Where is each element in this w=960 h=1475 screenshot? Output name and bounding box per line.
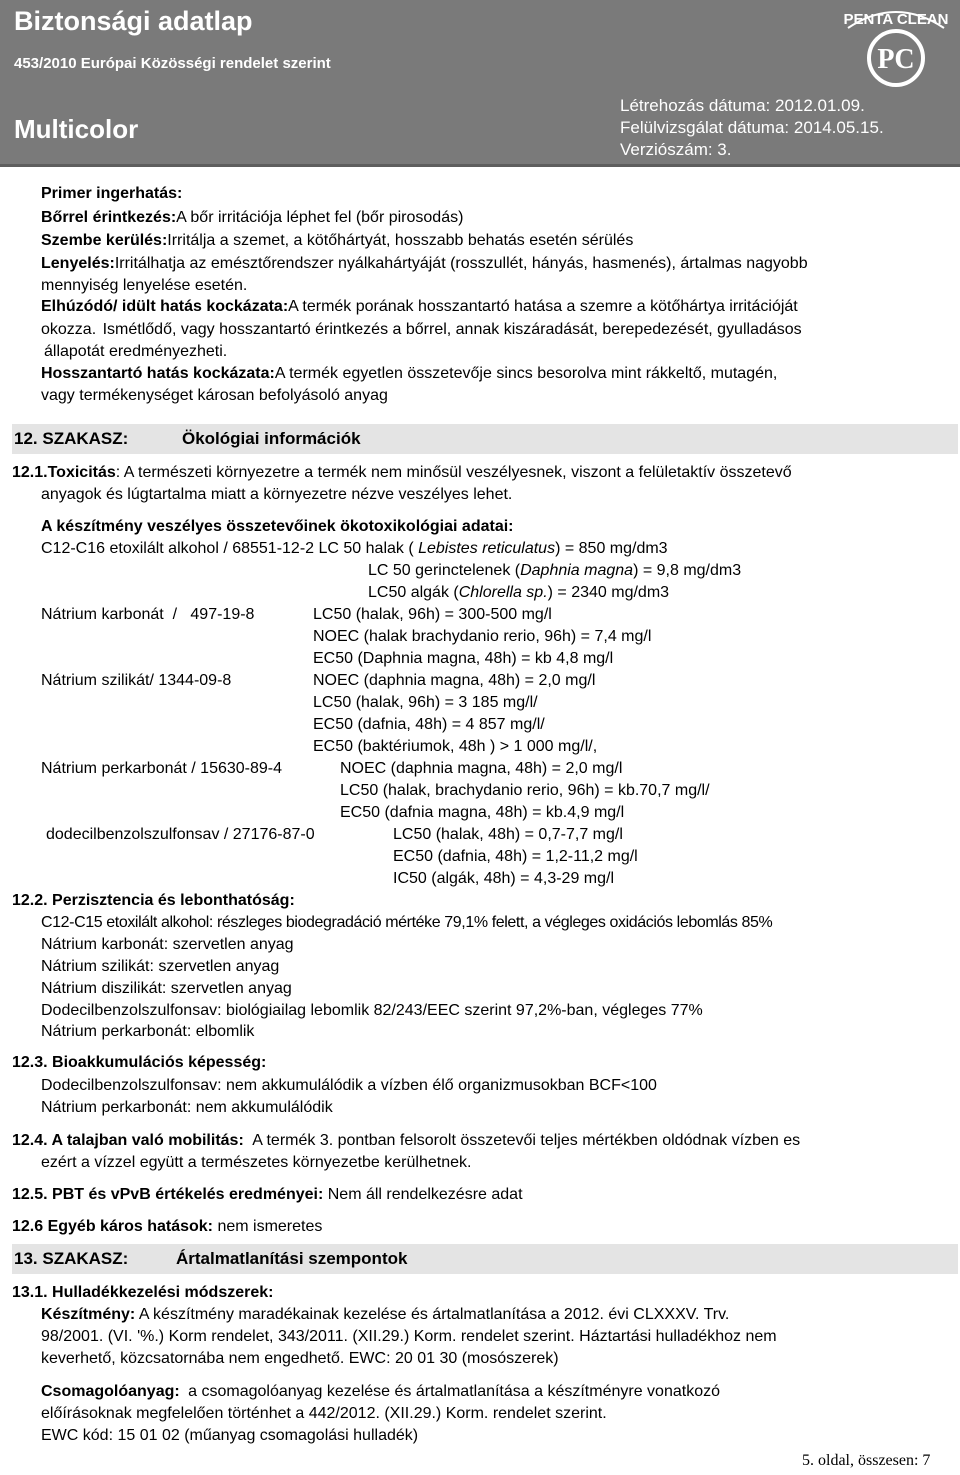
toxicity-line-2: anyagok és lúgtartalma miatt a környezetre nézve veszélyes lehet. (41, 486, 513, 503)
chronic-text-3: Ismétlődő, vagy hosszantartó érintkezés a bőrrel, annak kiszáradását, berepedezését, gyulladásos (102, 321, 802, 338)
document-title: Biztonsági adatlap (14, 6, 253, 36)
packaging-line-2: előírásoknak megfelelően történhet a 442/2012. (XII.29.) Korm. rendelet szerint. (41, 1405, 607, 1422)
sodium-silicate-value-4: EC50 (baktériumok, 48h ) > 1 000 mg/l/, (313, 738, 598, 755)
ingest-text: Irritálhatja az emésztőrendszer nyálkahártyáját (rosszullét, hányás, hasmenés), ártalmas nagyobb (114, 255, 808, 272)
ingest-line (41, 253, 808, 274)
c12-species-3: Chlorella sp. (458, 584, 548, 601)
product-name: Multicolor (14, 114, 139, 144)
packaging-text: a csomagolóanyag kezelése és ártalmatlanítása a készítményre vonatkozó (188, 1383, 720, 1400)
sodium-carbonate-name: Nátrium karbonát / 497-19-8 (41, 606, 255, 623)
sodium-silicate-value-1: NOEC (daphnia magna, 48h) = 2,0 mg/l (313, 672, 596, 689)
revised-date: Felülvizsgálat dátuma: 2014.05.15. (620, 118, 884, 137)
pbt-line (12, 1184, 523, 1205)
sodium-silicate-name: Nátrium szilikát/ 1344-09-8 (41, 672, 232, 689)
other-effects-line (12, 1216, 322, 1237)
chronic-line (41, 296, 798, 317)
waste-heading: 13.1. Hulladékkezelési módszerek: (12, 1284, 274, 1301)
page-number: 5. oldal, összesen: 7 (802, 1452, 931, 1469)
section-13-title: Ártalmatlanítási szempontok (176, 1249, 408, 1268)
long-term-line (41, 363, 777, 384)
c12-species-2: Daphnia magna (520, 562, 634, 579)
c12-species-1: Lebistes reticulatus (418, 540, 556, 557)
packaging-line (41, 1381, 720, 1402)
long-term-label: Hosszantartó hatás kockázata: (41, 365, 275, 382)
c12-line-1 (41, 538, 668, 559)
sodium-silicate-value-3: EC50 (dafnia, 48h) = 4 857 mg/l/ (313, 716, 545, 733)
preparation-text: A készítmény maradékainak kezelése és ártalmatlanítása a 2012. évi CLXXXV. Trv. (138, 1306, 730, 1323)
mobility-line-2: ezért a vízzel együtt a természetes környezetbe kerülhetnek. (41, 1154, 472, 1171)
eye-label: Szembe kerülés: (41, 232, 168, 249)
packaging-label: Csomagolóanyag: (41, 1383, 180, 1400)
toxicity-line (12, 462, 792, 483)
long-term-line-2: vagy termékenységet károsan befolyásoló anyag (41, 387, 388, 404)
persistence-line-4: Nátrium diszilikát: szervetlen anyag (41, 980, 292, 997)
preparation-label: Készítmény: (41, 1306, 136, 1323)
c12-text-2a: LC 50 gerinctelenek ( (368, 562, 521, 579)
pbt-text: Nem áll rendelkezésre adat (327, 1186, 523, 1203)
long-term-text: A termék egyetlen összetevője sincs besorolva mint rákkeltő, mutagén, (274, 365, 778, 382)
c12-line-3 (368, 582, 669, 603)
section-12-title: Ökológiai információk (182, 429, 361, 448)
packaging-line-3: EWC kód: 15 01 02 (műanyag csomagolási hulladék) (41, 1427, 419, 1444)
ecotox-heading: A készítmény veszélyes összetevőinek ökotoxikológiai adatai: (41, 518, 514, 535)
bioaccumulation-heading: 12.3. Bioakkumulációs képesség: (12, 1054, 267, 1071)
chronic-label: Elhúzódó/ idült hatás kockázata: (41, 298, 289, 315)
chronic-text-2: okozza. (41, 321, 97, 338)
sodium-carbonate-value-2: NOEC (halak brachydanio rerio, 96h) = 7,4 mg/l (313, 628, 652, 645)
section-12-number: 12. SZAKASZ: (14, 429, 129, 448)
section-13-bar (12, 1244, 958, 1274)
toxicity-label: Toxicitás (47, 464, 116, 481)
chronic-text: A termék porának hosszantartó hatása a szemre a kötőhártya irritációját (288, 298, 798, 315)
persistence-line-2: Nátrium karbonát: szervetlen anyag (41, 936, 294, 953)
toxicity-text: : A természeti környezetre a termék nem minősül veszélyesnek, viszont a felületaktív összetevő (115, 464, 792, 481)
eye-text: Irritálja a szemet, a kötőhártyát, hosszabb behatás esetén sérülés (167, 232, 634, 249)
preparation-line-2: 98/2001. (VI. '%.) Korm rendelet, 343/2011. (XII.29.) Korm. rendelet szerint. Háztartási hulladékhoz nem (41, 1328, 777, 1345)
persistence-line-6: Nátrium perkarbonát: elbomlik (41, 1023, 255, 1040)
bioaccumulation-line-2: Nátrium perkarbonát: nem akkumulálódik (41, 1099, 333, 1116)
sodium-percarbonate-name: Nátrium perkarbonát / 15630-89-4 (41, 760, 283, 777)
ingest-label: Lenyelés: (41, 255, 115, 272)
chronic-line-3: állapotát eredményezheti. (44, 343, 228, 360)
regulation-subtitle: 453/2010 Európai Közösségi rendelet szerint (14, 55, 331, 72)
other-effects-heading: 12.6 Egyéb káros hatások: (12, 1218, 213, 1235)
ddbs-value-2: EC50 (dafnia, 48h) = 1,2-11,2 mg/l (393, 848, 638, 865)
preparation-line (41, 1304, 729, 1325)
version-number: Verziószám: 3. (620, 140, 732, 159)
other-effects-text: nem ismeretes (217, 1218, 323, 1235)
persistence-line-3: Nátrium szilikát: szervetlen anyag (41, 958, 280, 975)
toxicity-number: 12.1. (12, 464, 48, 481)
chronic-line-2 (41, 319, 802, 340)
sodium-percarbonate-value-2: LC50 (halak, brachydanio rerio, 96h) = kb.70,7 mg/l/ (340, 782, 710, 799)
mobility-line (12, 1130, 800, 1151)
ddbs-name: dodecilbenzolszulfonsav / 27176-87-0 (46, 826, 315, 843)
eye-line (41, 230, 633, 251)
mobility-text: A termék 3. pontban felsorolt összetevői teljes mértékben oldódnak vízben es (252, 1132, 801, 1149)
persistence-heading: 12.2. Perzisztencia és lebonthatóság: (12, 892, 295, 909)
c12-text-3b: ) = 2340 mg/dm3 (547, 584, 670, 601)
ingest-line-2: mennyiség lenyelése esetén. (41, 277, 248, 294)
created-date: Létrehozás dátuma: 2012.01.09. (620, 96, 865, 115)
sodium-carbonate-value-1: LC50 (halak, 96h) = 300-500 mg/l (313, 606, 552, 623)
persistence-line-1: C12-C15 etoxilált alkohol: részleges biodegradáció mértéke 79,1% felett, a végleges oxidációs lebomlás 85% (41, 914, 773, 931)
skin-label: Bőrrel érintkezés: (41, 209, 177, 226)
c12-text-2b: ) = 9,8 mg/dm3 (633, 562, 742, 579)
header-divider (0, 164, 960, 167)
sodium-carbonate-value-3: EC50 (Daphnia magna, 48h) = kb 4,8 mg/l (313, 650, 614, 667)
c12-text-3a: LC50 algák ( (368, 584, 459, 601)
section-13-number: 13. SZAKASZ: (14, 1249, 129, 1268)
primer-heading: Primer ingerhatás: (41, 185, 183, 202)
sodium-percarbonate-value-3: EC50 (dafnia magna, 48h) = kb.4,9 mg/l (340, 804, 625, 821)
ddbs-value-1: LC50 (halak, 48h) = 0,7-7,7 mg/l (393, 826, 623, 843)
c12-text-b: ) = 850 mg/dm3 (555, 540, 668, 557)
ddbs-value-3: IC50 (algák, 48h) = 4,3-29 mg/l (393, 870, 615, 887)
sodium-percarbonate-value-1: NOEC (daphnia magna, 48h) = 2,0 mg/l (340, 760, 623, 777)
sodium-silicate-value-2: LC50 (halak, 96h) = 3 185 mg/l/ (313, 694, 538, 711)
c12-line-2 (368, 560, 741, 581)
skin-line (41, 207, 463, 228)
preparation-line-3: keverhető, közcsatornába nem engedhető. EWC: 20 01 30 (mosószerek) (41, 1350, 559, 1367)
logo-wordmark: PENTA CLEAN (843, 11, 949, 28)
mobility-heading: 12.4. A talajban való mobilitás: (12, 1132, 244, 1149)
c12-text-a: C12-C16 etoxilált alkohol / 68551-12-2 LC 50 halak ( (41, 540, 419, 557)
section-12-bar (12, 424, 958, 454)
logo-monogram: PC (877, 44, 915, 75)
pbt-heading: 12.5. PBT és vPvB értékelés eredményei: (12, 1186, 324, 1203)
bioaccumulation-line-1: Dodecilbenzolszulfonsav: nem akkumulálódik a vízben élő organizmusokban BCF<100 (41, 1077, 657, 1094)
company-logo (842, 2, 950, 88)
skin-text: A bőr irritációja léphet fel (bőr pirosodás) (176, 209, 464, 226)
persistence-line-5: Dodecilbenzolszulfonsav: biológiailag lebomlik 82/243/EEC szerint 97,2%-ban, végleges 77% (41, 1002, 703, 1019)
